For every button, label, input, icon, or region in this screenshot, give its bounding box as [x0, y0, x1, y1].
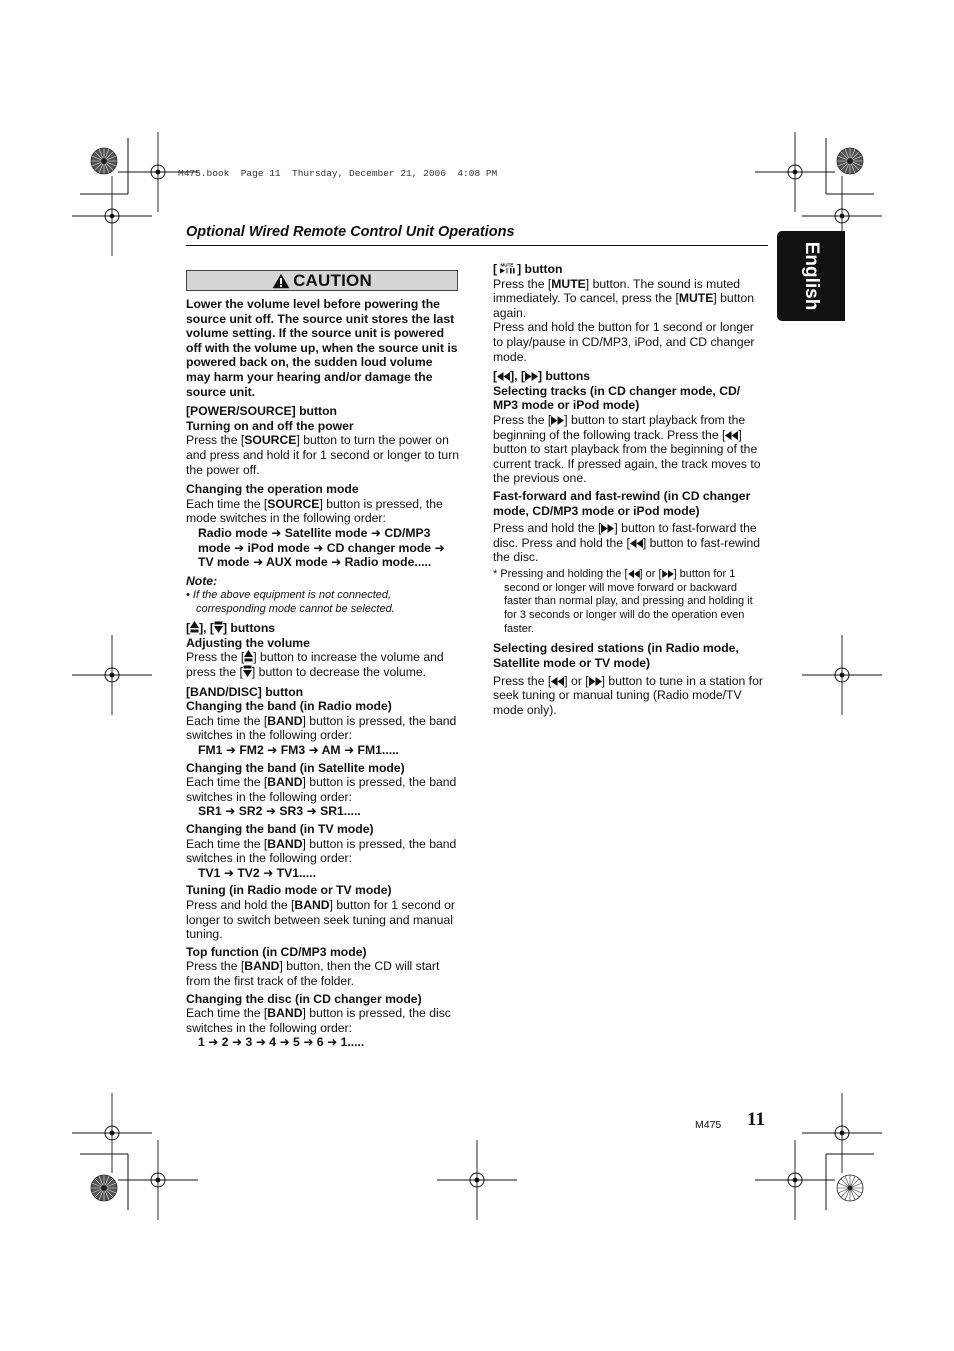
power-onoff-subheading: Turning on and off the power — [186, 418, 354, 433]
next-track-icon — [589, 677, 602, 686]
band-tv-sequence: TV1 ➜ TV2 ➜ TV1..... — [198, 865, 316, 880]
operation-mode-text: Each time the [SOURCE] button is pressed, the mode switches in the following order: — [186, 496, 443, 526]
adjust-volume-text: Press the [ ] button to increase the volume and press the [ ] button to decrease the volume. — [186, 650, 444, 680]
tuning-subheading: Tuning (in Radio mode or TV mode) — [186, 883, 392, 898]
model-label: M475 — [695, 1119, 722, 1131]
caution-title: CAUTION — [293, 270, 372, 290]
band-satellite-text: Each time the [BAND] button is pressed, the band switches in the following order: — [186, 775, 457, 804]
next-track-icon — [601, 524, 614, 533]
section-rule — [186, 245, 768, 246]
next-track-icon — [525, 372, 538, 381]
band-radio-sequence: FM1 ➜ FM2 ➜ FM3 ➜ AM ➜ FM1..... — [198, 743, 399, 758]
previous-track-icon — [725, 431, 738, 440]
power-onoff-text: Press the [SOURCE] button to turn the power on and press and hold it for 1 second or longer to turn the power off. — [186, 433, 460, 477]
warning-icon — [272, 273, 290, 289]
mute-text: Press the [MUTE] button. The sound is muted immediately. To cancel, press the [MUTE] button again. — [493, 276, 755, 320]
band-radio-subheading: Changing the band (in Radio mode) — [186, 699, 392, 714]
track-buttons-heading: [ ], [ ] buttons — [493, 369, 591, 384]
disc-change-sequence: 1 ➜ 2 ➜ 3 ➜ 4 ➜ 5 ➜ 6 ➜ 1..... — [198, 1035, 365, 1050]
disc-change-text: Each time the [BAND] button is pressed, the disc switches in the following order: — [186, 1006, 451, 1035]
note-text: • If the above equipment is not connected, corresponding mode cannot be selected. — [186, 589, 395, 616]
power-source-heading: [POWER/SOURCE] button — [186, 404, 337, 419]
mute-heading: [ MUTE ] button — [493, 262, 563, 276]
svg-text:MUTE: MUTE — [500, 262, 514, 268]
band-satellite-sequence: SR1 ➜ SR2 ➜ SR3 ➜ SR1..... — [198, 804, 361, 819]
right-column — [493, 262, 767, 717]
fast-forward-footnote: * Pressing and holding the [ ] or [ ] button for 1 second or longer will move forward or backward faster than normal play, and pressing and holding it for 3 seconds or longer will do the operation even faster. — [493, 567, 753, 635]
select-tracks-subheading: Selecting tracks (in CD changer mode, CD/ MP3 mode or iPod mode) — [493, 383, 741, 413]
select-stations-text: Press the [ ] or [ ] button to tune in a station for seek tuning or manual tuning (Radio mode/TV mode only). — [493, 673, 763, 717]
caution-text: Lower the volume level before powering the source unit off. The source unit stores the last volume setting. If the source unit is powered off with the volume up, when the source unit is powered back on, the sudden loud volume may harm your hearing and/or damage the source unit. — [186, 297, 458, 399]
top-function-subheading: Top function (in CD/MP3 mode) — [186, 944, 367, 959]
caution-banner — [186, 270, 458, 291]
page-number: 11 — [747, 1109, 765, 1130]
next-track-icon — [551, 416, 564, 425]
language-tab-label: English — [801, 241, 822, 311]
previous-track-icon — [551, 677, 564, 686]
volume-up-icon — [190, 621, 199, 633]
previous-track-icon — [497, 372, 510, 381]
section-title: Optional Wired Remote Control Unit Operations — [186, 224, 515, 240]
volume-down-icon — [243, 665, 252, 677]
band-tv-text: Each time the [BAND] button is pressed, the band switches in the following order: — [186, 836, 457, 866]
volume-down-icon — [214, 621, 223, 633]
select-tracks-text: Press the [ ] button to start playback from the beginning of the following track. Press the [ ] button to start playback from the beginning of the current track. If pressed again, the track moves to the previous one. — [493, 412, 761, 486]
adjust-volume-subheading: Adjusting the volume — [186, 635, 310, 650]
band-radio-text: Each time the [BAND] button is pressed, the band switches in the following order: — [186, 713, 457, 743]
previous-track-icon — [630, 539, 643, 548]
left-column — [186, 297, 460, 1050]
next-track-icon — [662, 570, 674, 578]
fast-forward-text: Press and hold the [ ] button to fast-forward the disc. Press and hold the [ ] button to fast-rewind the disc. — [493, 521, 761, 565]
volume-up-icon — [244, 650, 253, 662]
book-info-line: M475.book Page 11 Thursday, December 21, 2006 4:08 PM — [178, 168, 498, 179]
play-pause-text: Press and hold the button for 1 second or longer to play/pause in CD/MP3, iPod, and CD changer mode. — [493, 320, 755, 364]
operation-mode-subheading: Changing the operation mode — [186, 482, 359, 497]
previous-track-icon — [628, 570, 640, 578]
volume-heading: [ ], [ ] buttons — [186, 621, 276, 636]
band-satellite-subheading: Changing the band (in Satellite mode) — [186, 760, 405, 775]
select-stations-subheading: Selecting desired stations (in Radio mode, Satellite mode or TV mode) — [493, 641, 739, 670]
band-tv-subheading: Changing the band (in TV mode) — [186, 822, 374, 836]
operation-mode-sequence: Radio mode ➜ Satellite mode ➜ CD/MP3 mode ➜ iPod mode ➜ CD changer mode ➜ TV mode ➜ AUX mode ➜ Radio mode..... — [198, 525, 445, 570]
tuning-text: Press and hold the [BAND] button for 1 second or longer to switch between seek tuning and manual tuning. — [186, 897, 455, 942]
mute-play-pause-icon — [497, 262, 517, 274]
note-label: Note: — [186, 573, 218, 588]
fast-forward-subheading: Fast-forward and fast-rewind (in CD changer mode, CD/MP3 mode or iPod mode) — [493, 488, 751, 518]
top-function-text: Press the [BAND] button, then the CD will start from the first track of the folder. — [186, 959, 440, 988]
band-disc-heading: [BAND/DISC] button — [186, 684, 304, 699]
disc-change-subheading: Changing the disc (in CD changer mode) — [186, 991, 422, 1006]
language-tab — [777, 231, 845, 321]
